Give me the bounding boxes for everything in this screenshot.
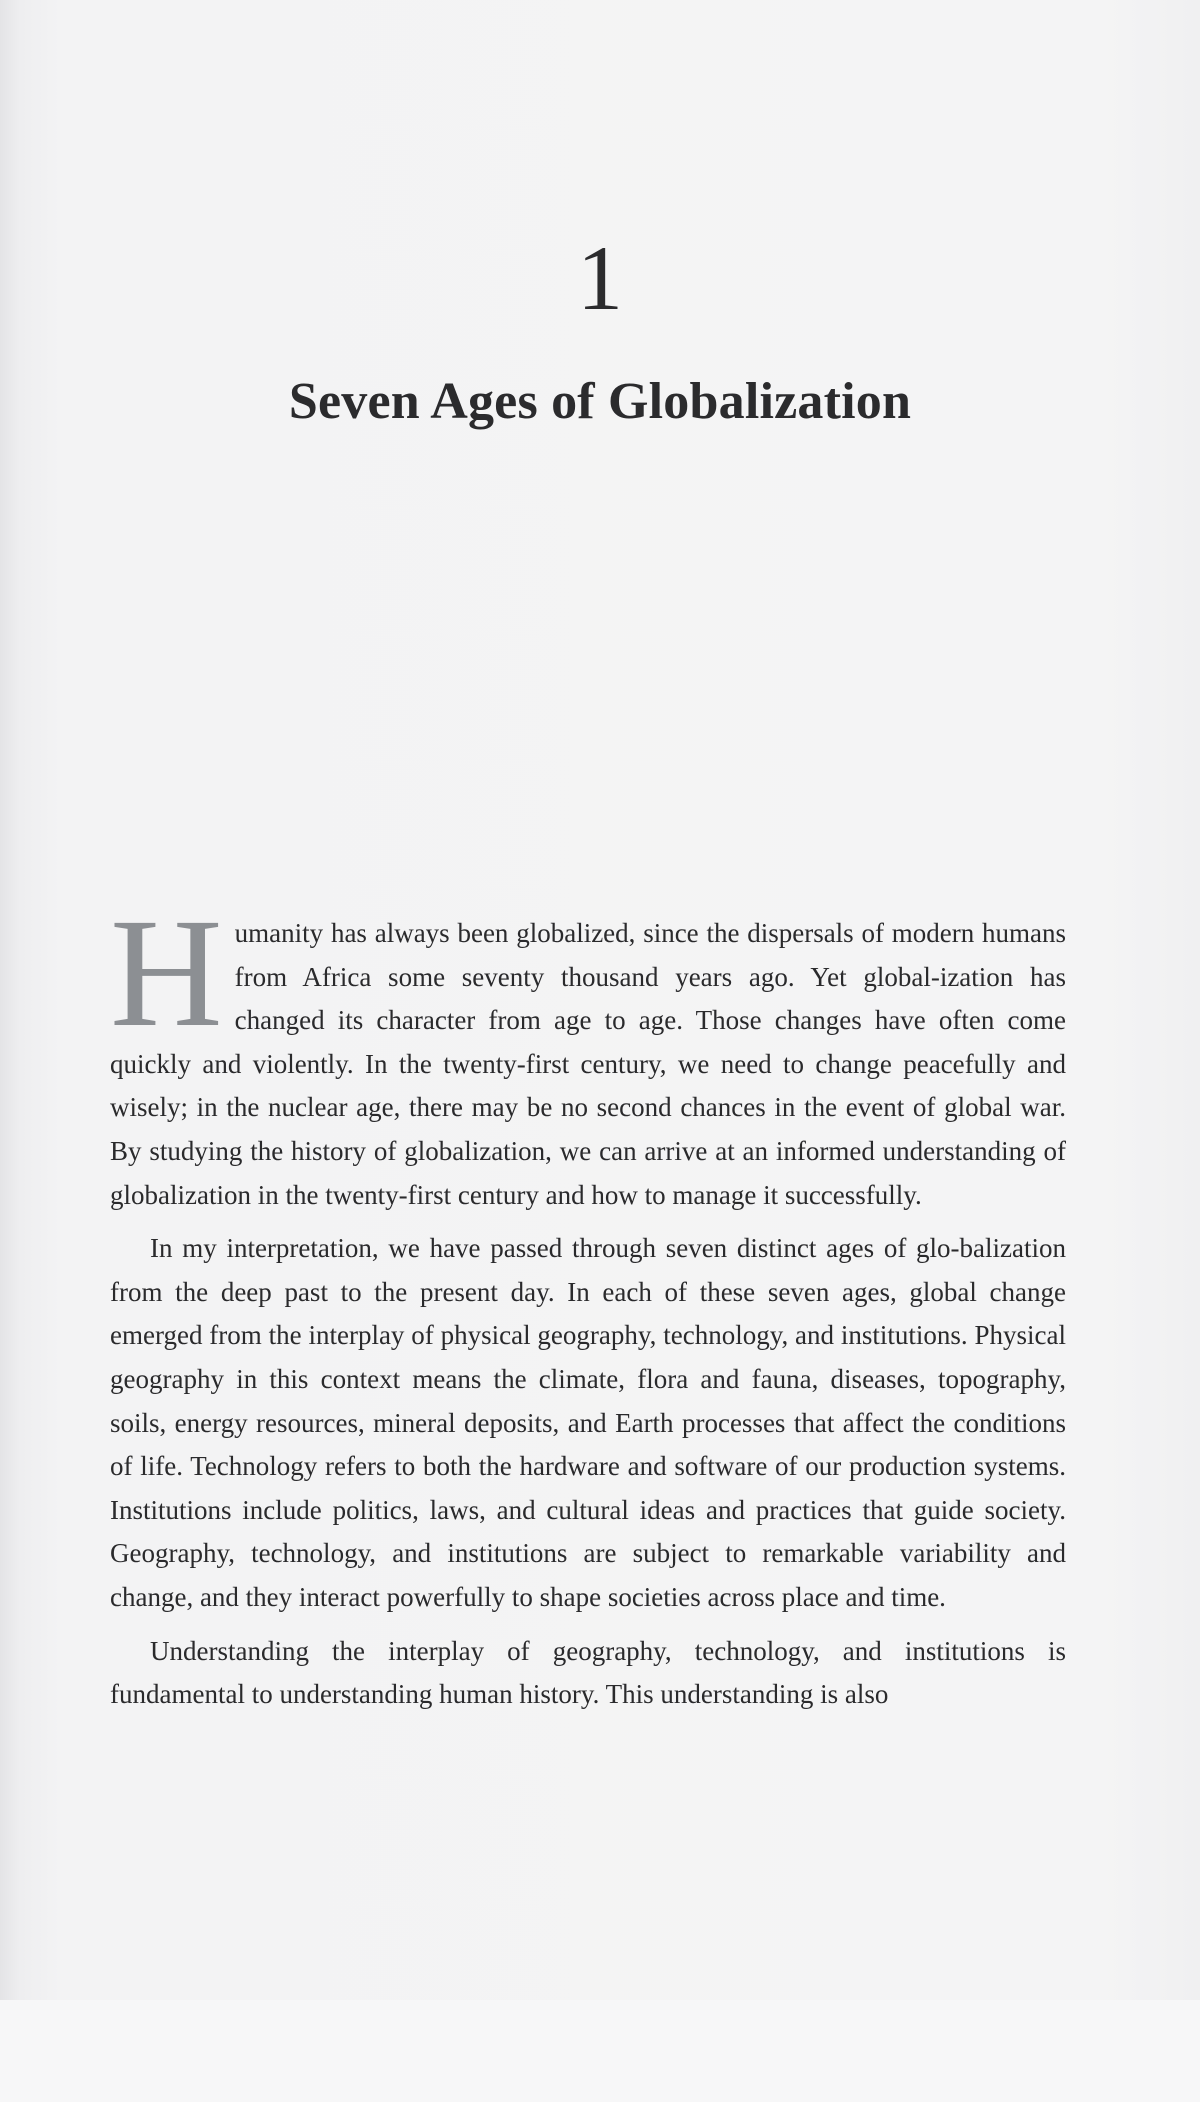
drop-cap: H [110, 886, 223, 1059]
paragraph-1-text: umanity has always been globalized, since the dispersals of modern humans from Africa some seventy thousand years ago. Yet global-ization has changed its character from age to age. Those changes have often come quickly and violently. In the twenty-first century, we need to change peacefully and wisely; in the nuclear age, there may be no second chances in the event of global war. By studying the history of globalization, we can arrive at an informed understanding of globalization in the twenty-first century and how to manage it successfully. [110, 918, 1066, 1210]
paragraph-2: In my interpretation, we have passed through seven distinct ages of glo-balization from the deep past to the present day. In each of these seven ages, global change emerged from the interplay of physical geography, technology, and institutions. Physical geography in this context means the climate, flora and fauna, diseases, topography, soils, energy resources, mineral deposits, and Earth processes that affect the conditions of life. Technology refers to both the hardware and software of our production systems. Institutions include politics, laws, and cultural ideas and practices that guide society. Geography, technology, and institutions are subject to remarkable variability and change, and they interact powerfully to shape societies across place and time. [110, 1233, 1066, 1612]
paragraph-3: Understanding the interplay of geography, technology, and institutions is fundamental to understanding human history. This understanding is also [110, 1635, 1066, 1710]
chapter-number: 1 [577, 227, 623, 329]
chapter-body [110, 886, 1066, 1717]
paragraph-1 [110, 886, 1066, 1217]
chapter-title: Seven Ages of Globalization [288, 373, 912, 430]
page-bottom-edge [0, 2000, 1200, 2102]
